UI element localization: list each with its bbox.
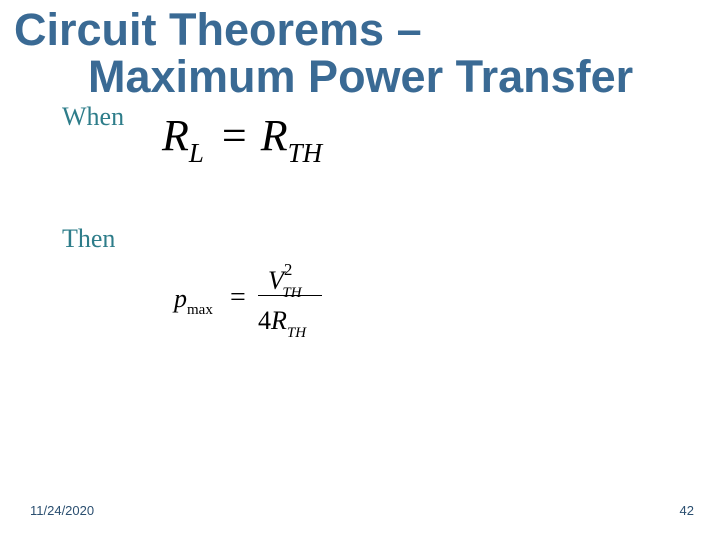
- eq2-den-symbol: R: [271, 306, 287, 335]
- eq1-lhs: R: [162, 111, 189, 160]
- eq2-lhs-sub: max: [187, 302, 213, 318]
- condition-equation: [162, 110, 322, 169]
- eq2-equals: =: [230, 282, 246, 313]
- eq2-den-sub: TH: [286, 325, 307, 341]
- eq2-lhs: [174, 284, 213, 319]
- eq2-num-symbol: V: [268, 266, 284, 295]
- eq2-num-sup: 2: [283, 260, 293, 279]
- title-line-1: Circuit Theorems –: [14, 4, 422, 55]
- max-power-equation: [170, 258, 340, 341]
- eq1-equals: =: [221, 111, 247, 160]
- slide-title: [0, 6, 720, 100]
- eq2-den-coef: 4: [258, 306, 271, 335]
- eq1-rhs-sub: TH: [287, 138, 323, 168]
- eq2-denominator: [258, 306, 306, 342]
- eq1-rhs: R: [260, 111, 288, 160]
- when-label: When: [62, 102, 125, 131]
- eq1-lhs-sub: L: [188, 138, 204, 168]
- eq2-num-sub: TH: [282, 285, 302, 301]
- eq2-lhs-symbol: p: [174, 284, 187, 313]
- slide-page-number: 42: [679, 503, 694, 518]
- title-line-2: Maximum Power Transfer: [88, 51, 634, 102]
- then-label: Then: [62, 224, 116, 253]
- fraction-bar: [258, 295, 322, 296]
- slide-date: 11/24/2020: [30, 503, 95, 518]
